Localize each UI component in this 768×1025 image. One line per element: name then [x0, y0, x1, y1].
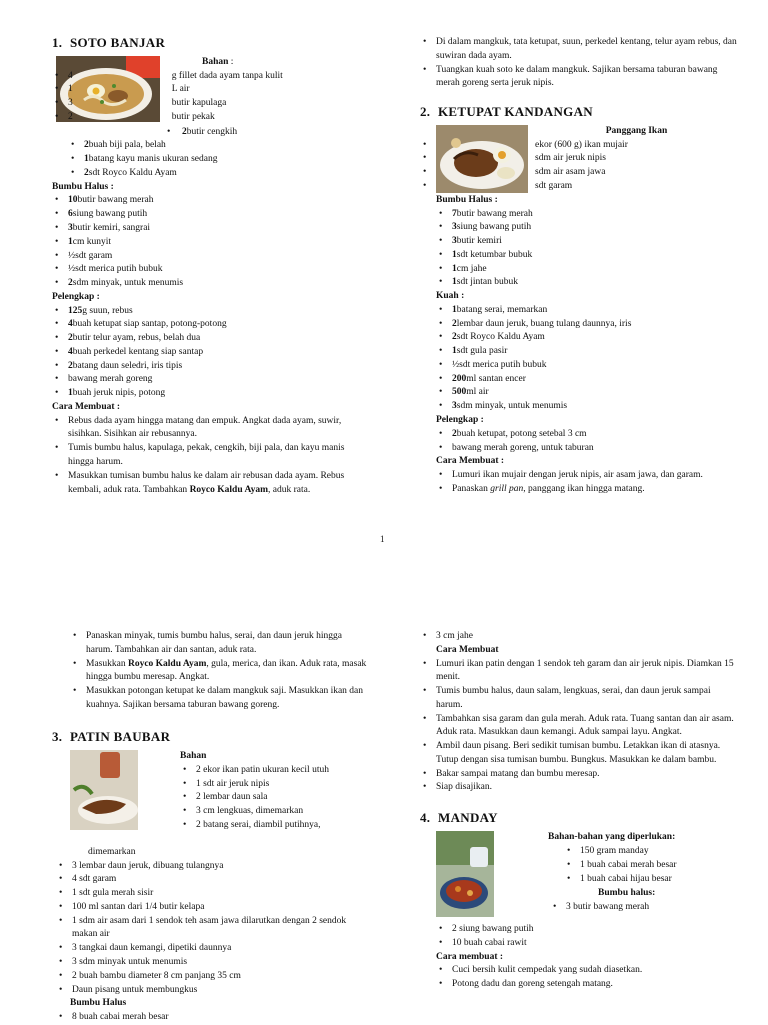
right-column-page-2 — [420, 630, 738, 992]
ingredient: • ½sdt merica putih bubuk — [436, 359, 738, 373]
recipe-ketupat-kandangan — [420, 125, 738, 194]
bumbu-heading: Bumbu Halus — [70, 998, 127, 1009]
step: • Panaskan grill pan, panggang ikan hingga matang. — [436, 483, 738, 497]
recipe-title: 3. PATIN BAUBAR — [52, 729, 171, 744]
ingredient: • 2sdm minyak, untuk menumis — [52, 277, 362, 291]
step: • Tambahkan sisa garam dan gula merah. Aduk rata. Tuang santan dan air asam. Aduk rata. Masukkan daun kemangi. Aduk sampai layu. Angkat. — [420, 713, 738, 741]
ingredient: • 1 sdm air asam dari 1 sendok teh asam jawa dilarutkan dengan 2 sendok makan air — [56, 915, 366, 943]
step: • Lumuri ikan patin dengan 1 sendok teh garam dan air jeruk nipis. Diamkan 15 menit. — [420, 658, 738, 686]
bumbu-heading: Bumbu Halus : — [52, 181, 114, 192]
step: • Tuangkan kuah soto ke dalam mangkuk. Sajikan bersama taburan bawang merah goreng serta jeruk nipis. — [420, 64, 738, 92]
ingredient: • 1 buah cabai merah besar — [548, 859, 738, 873]
ingredient: • 2lembar daun jeruk, buang tulang daunnya, iris — [436, 318, 738, 332]
page-number: 1 — [380, 534, 385, 544]
panggang-heading: Panggang Ikan — [605, 125, 668, 136]
ingredient: • 7butir bawang merah — [436, 208, 738, 222]
ingredient: • ½sdt merica putih bubuk — [52, 263, 362, 277]
ingredient: • 1sdt ketumbar bubuk — [436, 249, 738, 263]
ingredient: • 1 sdt air jeruk nipis — [180, 778, 380, 792]
ingredient: • 2sdt Royco Kaldu Ayam — [436, 331, 738, 345]
ingredient: • 1batang serai, memarkan — [436, 304, 738, 318]
patin-baubar-photo — [70, 750, 138, 830]
bumbu-heading: Bumbu halus: — [598, 888, 656, 899]
cara-heading: Cara Membuat : — [436, 456, 505, 467]
manday-photo — [436, 831, 494, 917]
ingredient: • 1batang kayu manis ukuran sedang — [52, 153, 362, 167]
ingredient: • 150 gram manday — [548, 845, 738, 859]
bahan-heading: Bahan-bahan yang diperlukan: — [548, 832, 676, 843]
step: • Ambil daun pisang. Beri sedikit tumisan bumbu. Letakkan ikan di atasnya. Tutup dengan sisa tumisan bumbu. Bungkus. Masukkan ke dalam bambu. — [420, 740, 738, 768]
ingredient: • 3 tangkai daun kemangi, dipetiki daunnya — [56, 942, 366, 956]
recipe-title: 2. KETUPAT KANDANGAN — [420, 104, 593, 120]
ingredient: • sdm air asam jawa — [420, 166, 738, 180]
ingredient: • 4 g fillet dada ayam tanpa kulit — [52, 70, 362, 84]
ingredient: • 8 buah cabai merah besar — [56, 1011, 372, 1025]
ingredient: • 3 sdm minyak untuk menumis — [56, 956, 366, 970]
ingredient: • 10butir bawang merah — [52, 194, 362, 208]
ingredient: • 2buah biji pala, belah — [52, 139, 362, 153]
step: • Di dalam mangkuk, tata ketupat, suun, perkedel kentang, telur ayam rebus, dan suwiran dada ayam. — [420, 36, 738, 64]
ingredient: • ½sdt garam — [52, 250, 362, 264]
ingredient: • 3 cm jahe — [420, 630, 738, 644]
ingredient: • 2sdt Royco Kaldu Ayam — [52, 167, 362, 181]
step: • Masukkan tumisan bumbu halus ke dalam air rebusan dada ayam. Rebus kembali, aduk rata. Tambahkan Royco Kaldu Ayam, aduk rata. — [52, 470, 362, 498]
ingredient: • 1 L air — [52, 83, 362, 97]
recipe-manday — [420, 831, 738, 923]
ingredient: • 3sdm minyak, untuk menumis — [436, 400, 738, 414]
ingredient: • 1 buah cabai hijau besar — [548, 873, 738, 887]
ingredient: • 1sdt gula pasir — [436, 345, 738, 359]
right-column-page-1 — [420, 36, 738, 497]
ingredient: • 2 lembar daun sala — [180, 791, 380, 805]
ingredient: • 2batang daun seledri, iris tipis — [52, 360, 362, 374]
step: • Rebus dada ayam hingga matang dan empuk. Angkat dada ayam, suwir, sisihkan. Sisihkan air rebusannya. — [52, 415, 362, 443]
bahan-heading: Bahan : — [202, 56, 234, 67]
ingredient: • 2 siung bawang putih — [436, 923, 738, 937]
ingredient: • 3butir kemiri, sangrai — [52, 222, 362, 236]
ingredient: • 10 buah cabai rawit — [436, 937, 738, 951]
ingredient: • 100 ml santan dari 1/4 butir kelapa — [56, 901, 366, 915]
cara-heading: Cara Membuat — [436, 644, 499, 655]
ingredient: • 3 cm lengkuas, dimemarkan — [180, 805, 380, 819]
ingredient: • 125g suun, rebus — [52, 305, 362, 319]
ingredient: • ekor (600 g) ikan mujair — [420, 139, 738, 153]
page-2 — [0, 630, 768, 1024]
kuah-heading: Kuah : — [436, 291, 465, 302]
ingredient: • 3siung bawang putih — [436, 221, 738, 235]
pelengkap-heading: Pelengkap : — [52, 291, 100, 302]
ingredient: • 1buah jeruk nipis, potong — [52, 387, 362, 401]
ingredient: • 2butir cengkih — [52, 126, 362, 140]
ingredient: • 3 butir bawang merah — [550, 901, 740, 915]
ingredient: • 4buah perkedel kentang siap santap — [52, 346, 362, 360]
step: • Siap disajikan. — [420, 781, 738, 795]
ingredient: • 2buah ketupat, potong setebal 3 cm — [436, 428, 738, 442]
recipe-patin-baubar — [52, 728, 372, 1025]
ingredient: • 2 butir pekak — [52, 111, 362, 125]
ingredient: • sdt garam — [420, 180, 738, 194]
left-column-page-2 — [70, 630, 370, 713]
ingredient: • 4 sdt garam — [56, 873, 366, 887]
step: • Masukkan potongan ketupat ke dalam mangkuk saji. Masukkan ikan dan kuahnya. Sajikan bersama taburan bawang goreng. — [70, 685, 370, 713]
ingredient: • 1sdt jintan bubuk — [436, 276, 738, 290]
step: • Tumis bumbu halus, daun salam, lengkuas, serai, dan daun jeruk sampai harum. — [420, 685, 738, 713]
ingredient: • 1cm kunyit — [52, 236, 362, 250]
ingredient: • sdm air jeruk nipis — [420, 152, 738, 166]
step: • Panaskan minyak, tumis bumbu halus, serai, dan daun jeruk hingga harum. Tambahkan air dan santan, aduk rata. — [70, 630, 370, 658]
step: • Bakar sampai matang dan bumbu meresap. — [420, 768, 738, 782]
ingredient: • 3 lembar daun jeruk, dibuang tulangnya — [56, 860, 366, 874]
recipe-title: 1. SOTO BANJAR — [52, 35, 166, 50]
ingredient: • 1cm jahe — [436, 263, 738, 277]
ingredient: • 6siung bawang putih — [52, 208, 362, 222]
ingredient: • 3 butir kapulaga — [52, 97, 362, 111]
cara-heading: Cara Membuat : — [52, 401, 121, 412]
ingredient: • 500ml air — [436, 386, 738, 400]
ingredient: • 4buah ketupat siap santap, potong-potong — [52, 318, 362, 332]
ingredient: • Daun pisang untuk membungkus — [56, 984, 366, 998]
ingredient: • 2 ekor ikan patin ukuran kecil utuh — [180, 764, 380, 778]
step: • Masukkan Royco Kaldu Ayam, gula, merica, dan ikan. Aduk rata, masak hingga bumbu meresap. Angkat. — [70, 658, 370, 686]
step: • Lumuri ikan mujair dengan jeruk nipis, air asam jawa, dan garam. — [436, 469, 738, 483]
ingredient: • 1 sdt gula merah sisir — [56, 887, 366, 901]
pelengkap-heading: Pelengkap : — [436, 414, 484, 425]
ingredient: • bawang merah goreng, untuk taburan — [436, 442, 738, 456]
bumbu-heading: Bumbu Halus : — [436, 194, 498, 205]
step: • Tumis bumbu halus, kapulaga, pekak, cengkih, biji pala, dan kayu manis hingga harum. — [52, 442, 362, 470]
wrapped-text: dimemarkan — [88, 846, 136, 857]
ingredient: • bawang merah goreng — [52, 373, 362, 387]
step: • Potong dadu dan goreng setengah matang. — [436, 978, 738, 992]
ingredient: • 3butir kemiri — [436, 235, 738, 249]
cara-heading: Cara membuat : — [436, 951, 504, 962]
ingredient: • 2butir telur ayam, rebus, belah dua — [52, 332, 362, 346]
ingredient: • 2 buah bambu diameter 8 cm panjang 35 cm — [56, 970, 366, 984]
bahan-heading: Bahan — [180, 750, 207, 761]
step: • Cuci bersih kulit cempedak yang sudah diasetkan. — [436, 964, 738, 978]
ingredient: • 200ml santan encer — [436, 373, 738, 387]
recipe-title: 4. MANDAY — [420, 810, 498, 826]
ingredient: • 2 batang serai, diambil putihnya, — [180, 819, 380, 833]
recipe-soto-banjar — [52, 34, 362, 497]
